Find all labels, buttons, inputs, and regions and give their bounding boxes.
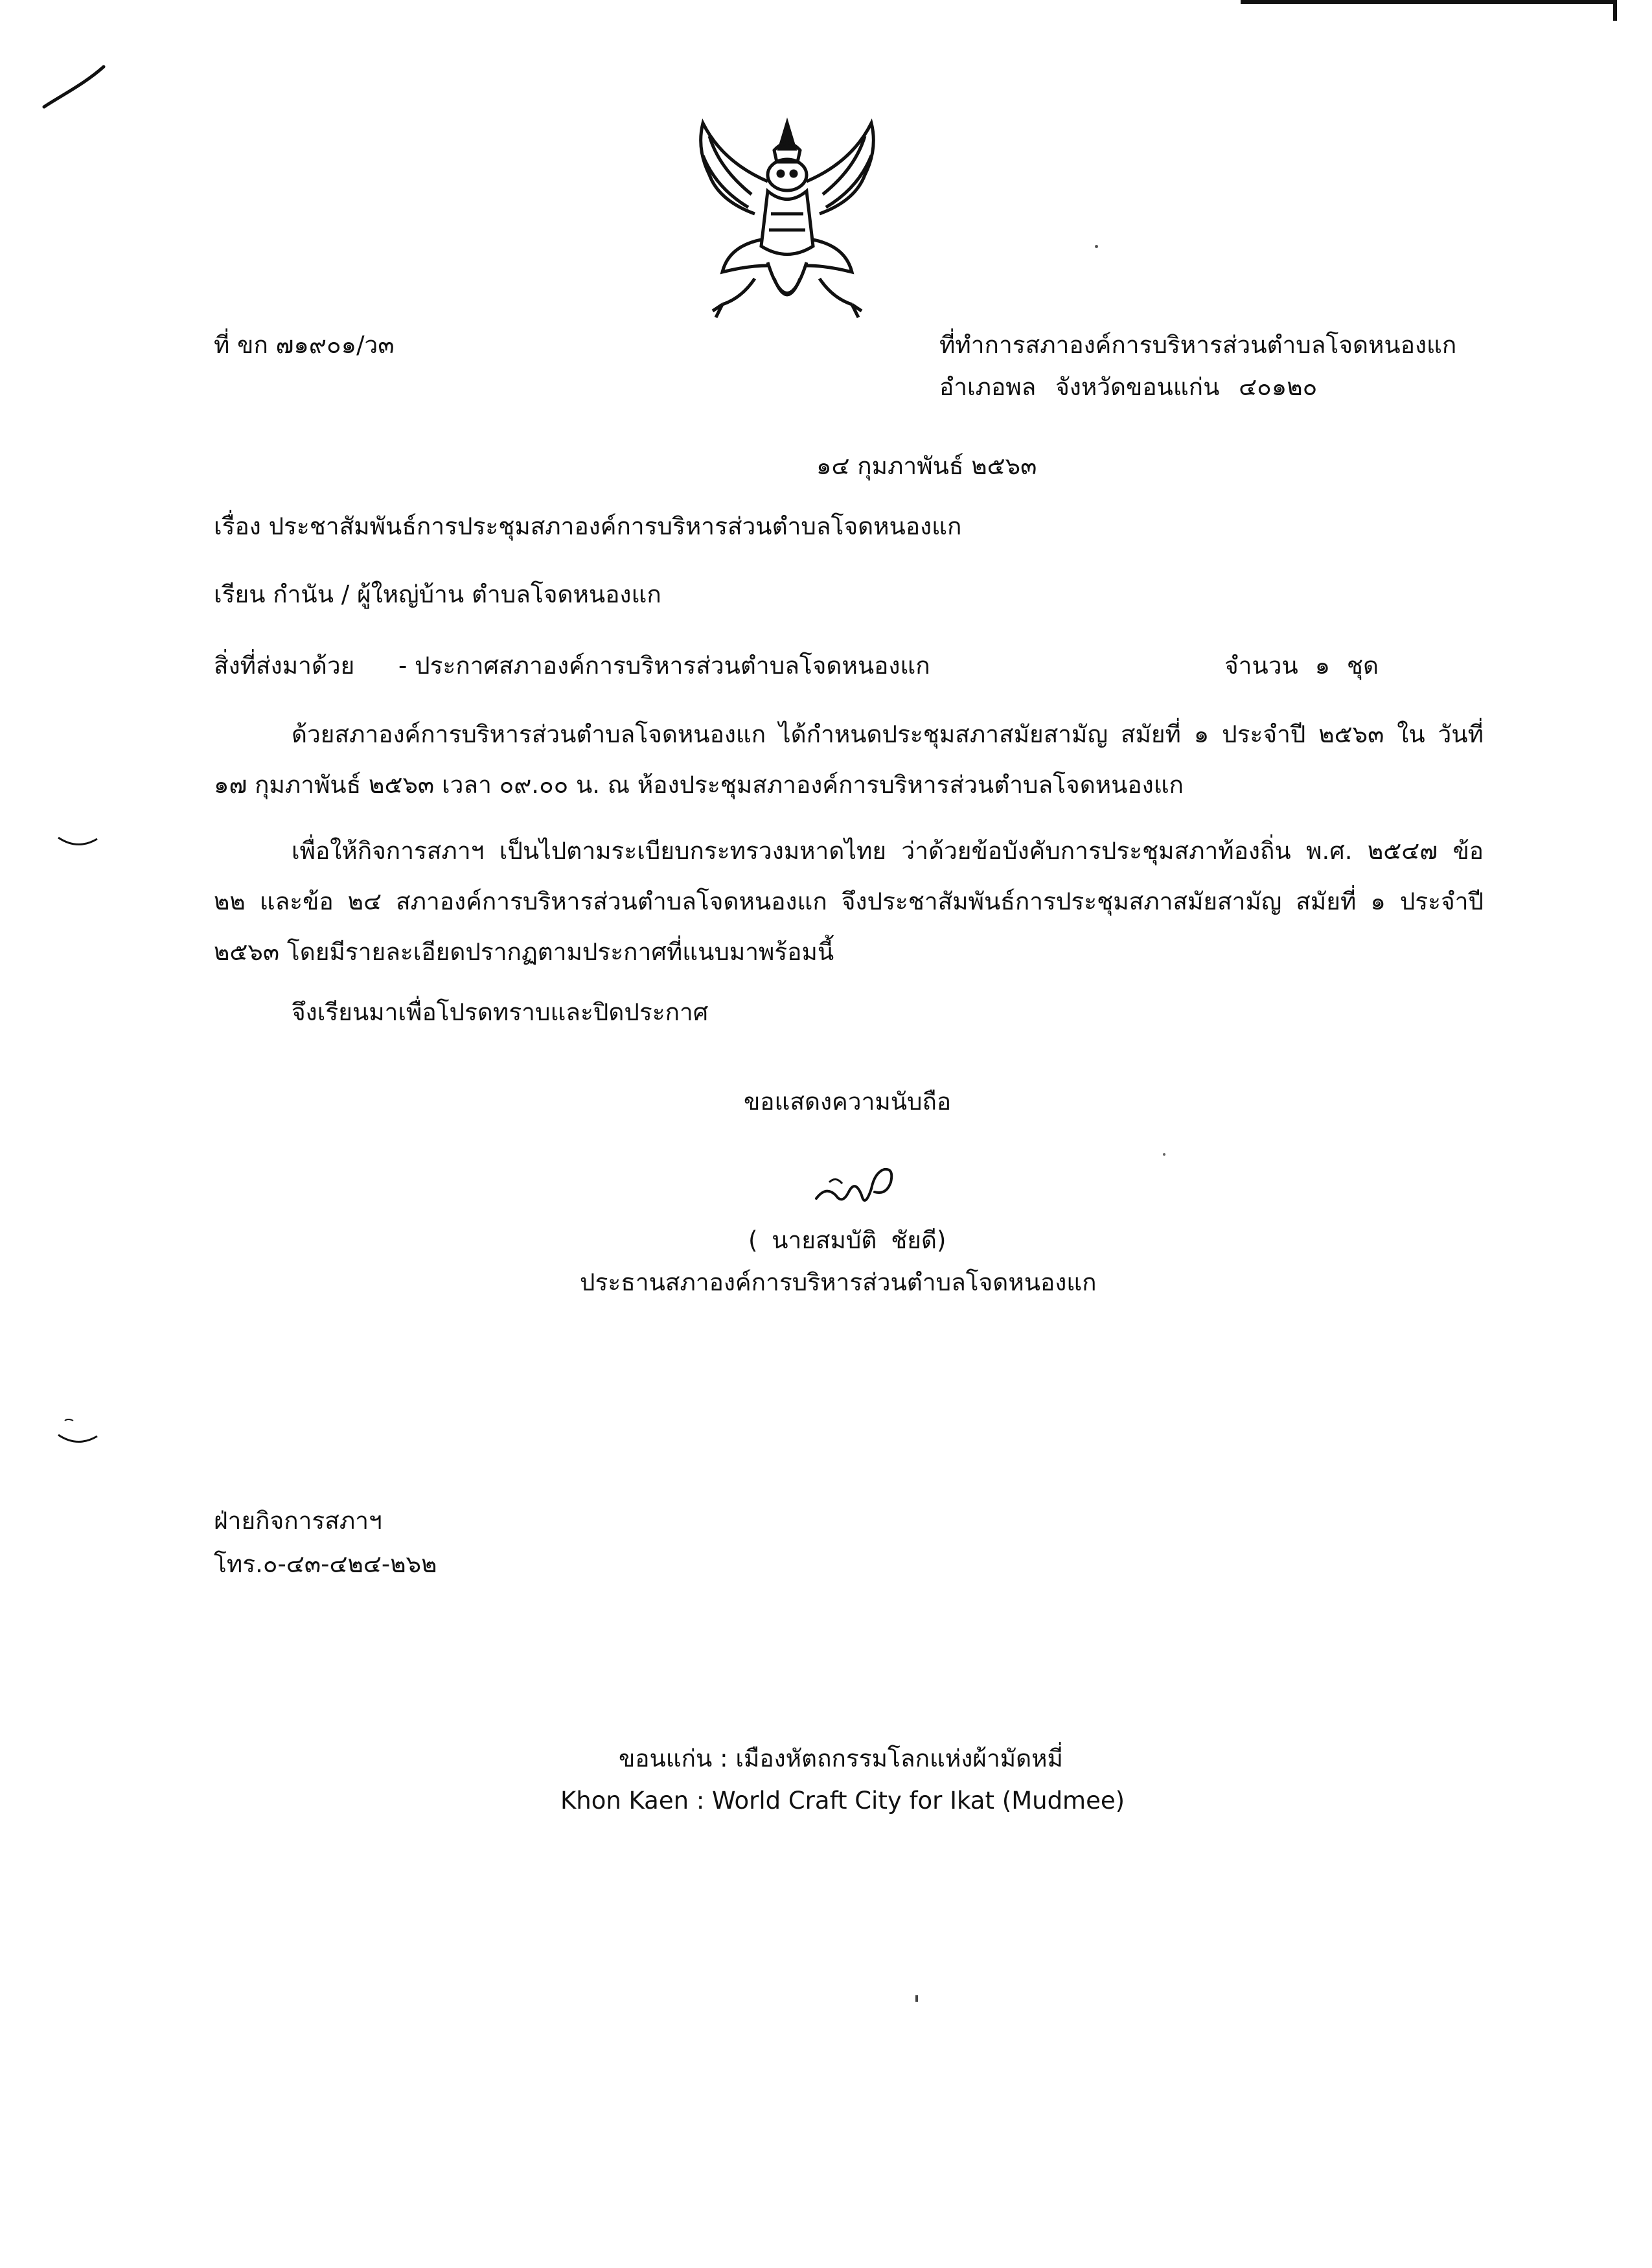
pen-stroke-mark — [39, 62, 117, 113]
signer-title: ประธานสภาองค์การบริหารส่วนตำบลโจดหนองแก — [580, 1268, 1097, 1296]
body-paragraph-2 — [214, 826, 1484, 978]
scan-speck — [1163, 1153, 1165, 1156]
garuda-emblem-icon — [683, 110, 891, 343]
contact-department: ฝ่ายกิจการสภาฯ — [214, 1507, 382, 1535]
body-paragraph-3: จึงเรียนมาเพื่อโปรดทราบและปิดประกาศ — [292, 998, 709, 1026]
scan-edge-mark — [1241, 0, 1616, 4]
contact-phone: โทร.๐-๔๓-๔๒๔-๒๖๒ — [214, 1550, 437, 1578]
scan-edge-mark-vertical — [1613, 0, 1617, 21]
enclosure-item: - ประกาศสภาองค์การบริหารส่วนตำบลโจดหนองแก — [398, 652, 930, 680]
margin-mark — [55, 832, 100, 852]
office-address-line2: อำเภอพล จังหวัดขอนแก่น ๔๐๑๒๐ — [939, 373, 1318, 401]
paragraph-2-text: เพื่อให้กิจการสภาฯ เป็นไปตามระเบียบกระทรวงมหาดไทย ว่าด้วยข้อบังคับการประชุมสภาท้องถิ่น พ.ศ. ๒๕๔๗ ข้อ ๒๒ และข้อ ๒๔ สภาองค์การบริหารส่วนตำบลโจดหนองแก จึงประชาสัมพันธ์การประชุมสภาสมัยสามัญ สมัยที่ ๑ ประจำปี ๒๕๖๓ โดยมีรายละเอียดปรากฏตามประกาศที่แนบมาพร้อมนี้ — [214, 837, 1484, 966]
recipient-line: เรียน กำนัน / ผู้ใหญ่บ้าน ตำบลโจดหนองแก — [214, 580, 661, 608]
signature-icon — [810, 1156, 901, 1218]
footer-slogan-english: Khon Kaen : World Craft City for Ikat (Mudmee) — [560, 1787, 1125, 1815]
footer-slogan-thai: ขอนแก่น : เมืองหัตถกรรมโลกแห่งผ้ามัดหมี่ — [619, 1745, 1063, 1772]
signer-name: ( นายสมบัติ ชัยดี) — [748, 1226, 946, 1254]
letter-date: ๑๔ กุมภาพันธ์ ๒๕๖๓ — [816, 452, 1037, 480]
paragraph-1-text: ด้วยสภาองค์การบริหารส่วนตำบลโจดหนองแก ได้กำหนดประชุมสภาสมัยสามัญ สมัยที่ ๑ ประจำปี ๒๕๖๓ ใน วันที่ ๑๗ กุมภาพันธ์ ๒๕๖๓ เวลา ๐๙.๐๐ น. ณ ห้องประชุมสภาองค์การบริหารส่วนตำบลโจดหนองแก — [214, 720, 1484, 799]
enclosure-quantity: จำนวน ๑ ชุด — [1224, 652, 1379, 680]
doc-number: ที่ ขก ๗๑๙๐๑/ว๓ — [214, 331, 395, 359]
subject-line: เรื่อง ประชาสัมพันธ์การประชุมสภาองค์การบริหารส่วนตำบลโจดหนองแก — [214, 512, 962, 540]
scan-speck — [1095, 245, 1098, 248]
closing-salutation: ขอแสดงความนับถือ — [744, 1088, 952, 1116]
body-paragraph-1 — [214, 709, 1484, 810]
margin-mark — [55, 1415, 100, 1448]
office-address-line1: ที่ทำการสภาองค์การบริหารส่วนตำบลโจดหนองแก — [939, 331, 1457, 359]
enclosure-label: สิ่งที่ส่งมาด้วย — [214, 652, 355, 680]
scan-speck — [915, 1995, 918, 2002]
